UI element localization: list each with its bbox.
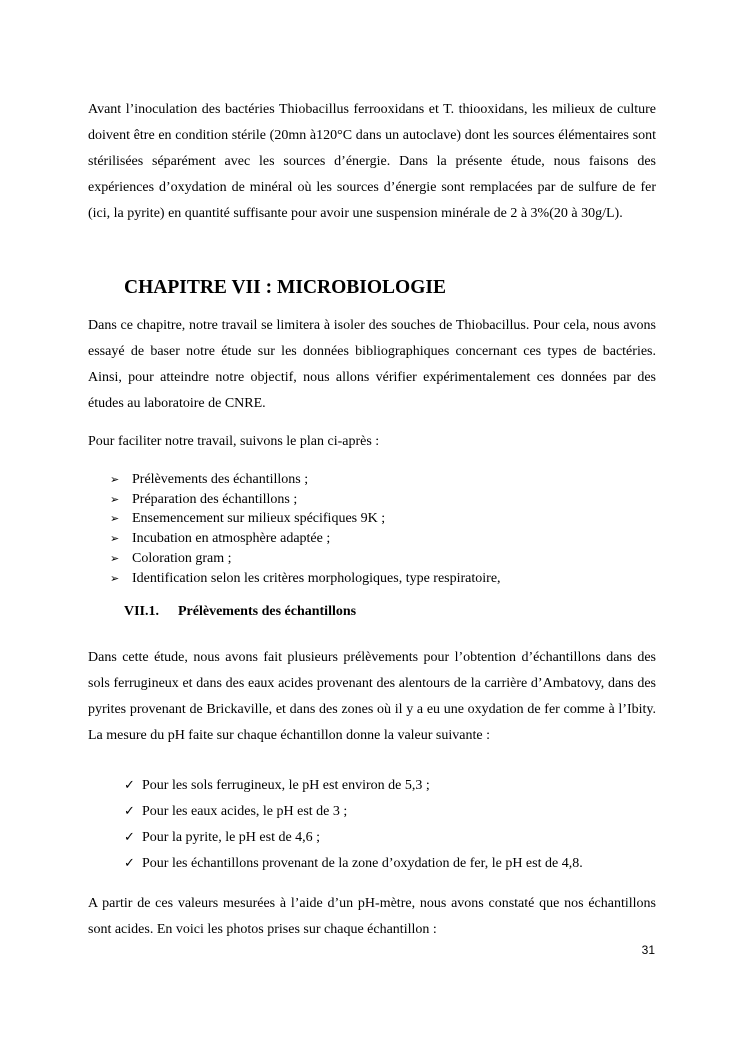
list-item: ✓ Pour les eaux acides, le pH est de 3 ; xyxy=(124,799,583,825)
arrow-bullet-icon: ➢ xyxy=(110,492,120,506)
checkmark-icon: ✓ xyxy=(124,830,135,845)
plan-list xyxy=(110,470,501,588)
plan-intro: Pour faciliter notre travail, suivons le plan ci-après : xyxy=(88,434,380,449)
intro-paragraph: Avant l’inoculation des bactéries Thiobacillus ferrooxidans et T. thiooxidans, les milieux de culture doivent être en condition stérile (20mn à120°C dans un autoclave) dont les sources élémentaires sont stérilisées séparément avec les sources d’énergie. Dans la présente étude, nous faisons des expériences d’oxydation de minéral où les sources d’énergie sont remplacées par de sulfure de fer (ici, la pyrite) en quantité suffisante pour avoir une suspension minérale de 2 à 3%(20 à 30g/L). xyxy=(88,102,656,221)
checkmark-icon: ✓ xyxy=(124,804,135,819)
page-number: 31 xyxy=(641,943,655,957)
arrow-bullet-icon: ➢ xyxy=(110,571,120,585)
list-item: ➢ Incubation en atmosphère adaptée ; xyxy=(110,529,501,549)
chapter-title: CHAPITRE VII : MICROBIOLOGIE xyxy=(124,277,446,298)
chapter-intro-paragraph: Dans ce chapitre, notre travail se limitera à isoler des souches de Thiobacillus. Pour cela, nous avons essayé de baser notre étude sur les données bibliographiques concernant ces types de bactéries. Ainsi, pour atteindre notre objectif, nous allons vérifier expérimentalement ces données par des études au laboratoire de CNRE. xyxy=(88,318,656,411)
section-paragraph: Dans cette étude, nous avons fait plusieurs prélèvements pour l’obtention d’échantillons dans des sols ferrugineux et dans des eaux acides provenant des alentours de la carrière d’Ambatovy, dans des pyrites provenant de Brickaville, et dans des zones où il y a eu une oxydation de fer comme à l’Ibity. La mesure du pH faite sur chaque échantillon donne la valeur suivante : xyxy=(88,650,656,743)
checkmark-icon: ✓ xyxy=(124,778,135,793)
list-item: ➢ Ensemencement sur milieux spécifiques 9K ; xyxy=(110,509,501,529)
list-item: ✓ Pour les échantillons provenant de la zone d’oxydation de fer, le pH est de 4,8. xyxy=(124,851,583,877)
arrow-bullet-icon: ➢ xyxy=(110,473,120,486)
list-item: ➢ Identification selon les critères morphologiques, type respiratoire, xyxy=(110,569,501,589)
list-item: ✓ Pour les sols ferrugineux, le pH est environ de 5,3 ; xyxy=(124,773,583,799)
checkmark-icon: ✓ xyxy=(124,856,135,871)
arrow-bullet-icon: ➢ xyxy=(110,532,120,546)
list-item: ➢ Prélèvements des échantillons ; xyxy=(110,470,501,490)
section-title: Prélèvements des échantillons xyxy=(178,604,357,619)
conclusion-paragraph: A partir de ces valeurs mesurées à l’aide d’un pH-mètre, nous avons constaté que nos échantillons sont acides. En voici les photos prises sur chaque échantillon : xyxy=(88,896,656,937)
arrow-bullet-icon: ➢ xyxy=(110,512,120,526)
section-heading xyxy=(124,601,356,623)
arrow-bullet-icon: ➢ xyxy=(110,551,120,565)
list-item: ➢ Coloration gram ; xyxy=(110,549,501,569)
list-item: ✓ Pour la pyrite, le pH est de 4,6 ; xyxy=(124,825,583,851)
list-item: ➢ Préparation des échantillons ; xyxy=(110,490,501,510)
section-number: VII.1. xyxy=(124,604,160,619)
ph-list xyxy=(124,773,583,877)
